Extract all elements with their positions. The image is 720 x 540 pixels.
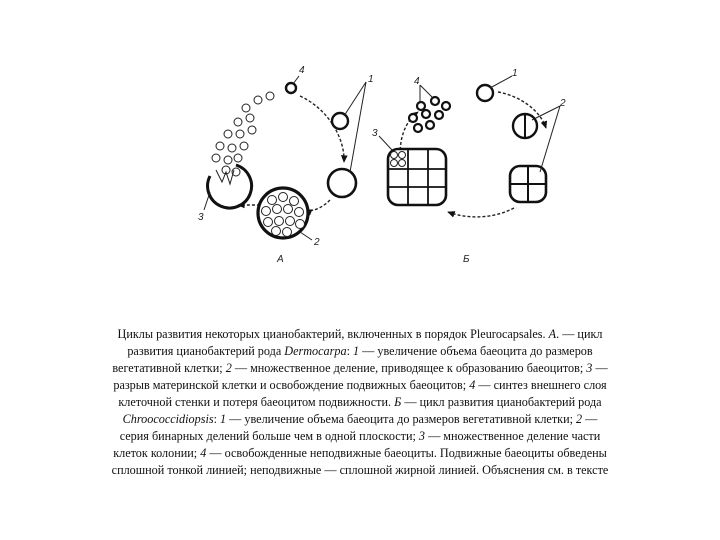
caption-number: 1	[353, 344, 360, 358]
caption-number: 1	[220, 412, 227, 426]
caption-label-b: Б	[394, 395, 402, 409]
label-a-3: 3	[198, 212, 204, 223]
dividing-cell-b-1	[513, 114, 537, 138]
caption-genus-chroococcidiopsis: Chroococcidiopsis	[122, 412, 214, 426]
caption-text: — множественное деление, приводящее к образованию баеоцитов;	[231, 361, 587, 375]
caption-text: Циклы развития некоторых цианобактерий, включенных в порядок Pleurocapsales.	[117, 327, 549, 341]
immotile-baeocyte-a	[286, 83, 296, 93]
cycle-arrow-b-right	[448, 208, 514, 217]
immotile-baeocytes-b	[409, 97, 450, 132]
label-b-4: 4	[414, 76, 420, 87]
label-a-2: 2	[314, 237, 320, 248]
caption-text: — серия бинарных делений больше чем в одной плоскости;	[119, 412, 598, 443]
caption-text: . — цикл развития цианобактерий рода	[127, 327, 603, 358]
caption-text: — множественное деление части клеток колонии;	[113, 429, 601, 460]
label-b-3: 3	[372, 128, 378, 139]
caption-text: — увеличение объема баеоцита до размеров вегетативной клетки;	[226, 412, 577, 426]
caption-number: 3	[418, 429, 426, 443]
caption-text: :	[213, 412, 221, 426]
panel-b-label: Б	[463, 254, 470, 265]
panel-a	[198, 65, 374, 265]
caption-number: 2	[225, 361, 232, 375]
caption-text: — разрыв материнской клетки и освобождение подвижных баеоцитов;	[113, 361, 608, 392]
label-b-2: 2	[560, 98, 566, 109]
caption-text: :	[346, 344, 354, 358]
label-a-1: 1	[368, 74, 374, 85]
caption-number: 3	[586, 361, 593, 375]
label-a-4: 4	[299, 65, 305, 76]
caption-number: 2	[576, 412, 583, 426]
panel-a-label: А	[277, 254, 284, 265]
caption-genus-dermocarpa: Dermocarpa	[284, 344, 347, 358]
caption-text: — освобожденные неподвижные баеоциты. Подвижные баеоциты обведены сплошной тонкой линией; неподвижные — сплошной жирной линией. Объяснения см. в тексте	[111, 446, 609, 477]
caption-number: 4	[200, 446, 207, 460]
label-b-1: 1	[512, 68, 518, 79]
caption-label-a: A	[548, 327, 557, 341]
caption-text: — цикл развития цианобактерий рода	[401, 395, 602, 409]
figure-caption	[110, 326, 610, 479]
panel-b	[372, 68, 566, 265]
colony-b	[388, 149, 446, 205]
enlarged-cell-a	[332, 113, 348, 129]
vegetative-cell-a	[328, 169, 356, 197]
caption-text: — увеличение объема баеоцита до размеров вегетативной клетки;	[112, 344, 593, 375]
caption-number: 4	[469, 378, 476, 392]
motile-baeocytes-a	[212, 92, 274, 176]
caption-text: — синтез внешнего слоя клеточной стенки и потеря баеоцитом подвижности.	[118, 378, 607, 409]
